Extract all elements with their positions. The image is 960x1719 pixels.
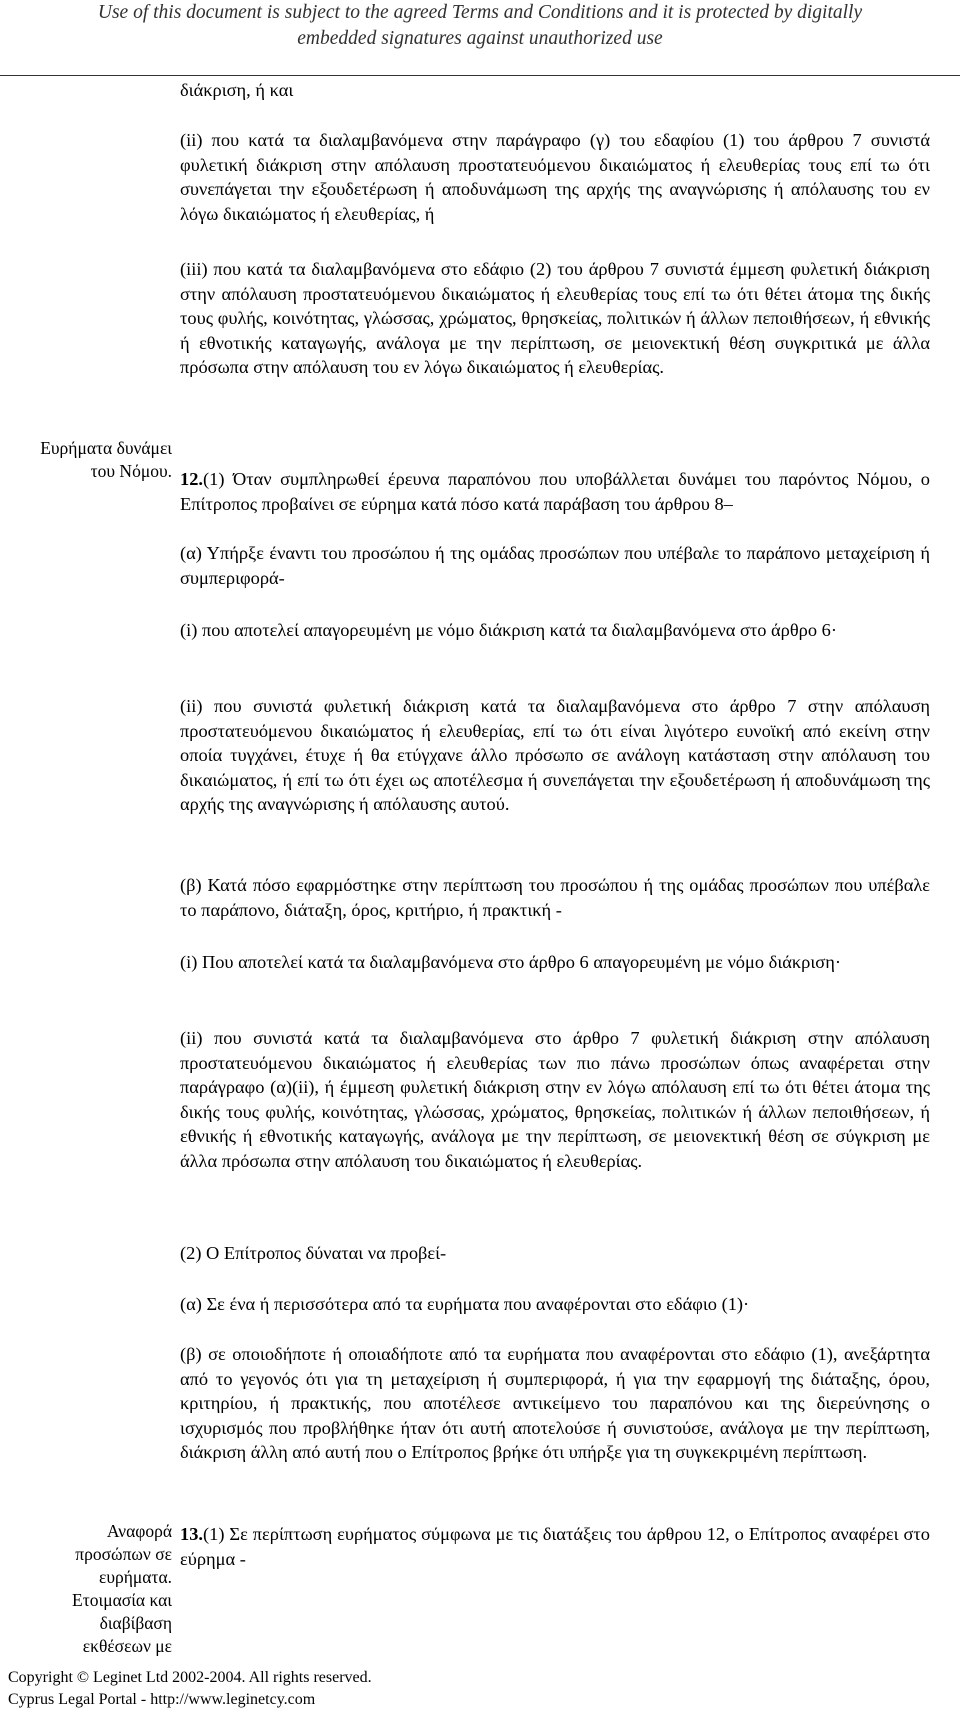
margin-note-line: προσώπων σε xyxy=(75,1544,172,1564)
paragraph-2a: (α) Σε ένα ή περισσότερα από τα ευρήματα που αναφέρονται στο εδάφιο (1)· xyxy=(180,1294,750,1314)
section-12-text: (1) Όταν συμπληρωθεί έρευνα παραπόνου που υποβάλλεται δυνάμει του παρόντος Νόμου, ο Επίτροπος προβαίνει σε εύρημα κατά πόσο κατά παράβαση του άρθρου 8– xyxy=(180,469,930,514)
margin-note-line: διαβίβαση xyxy=(99,1613,172,1633)
margin-note-line: του Νόμου. xyxy=(90,461,172,481)
margin-note-line: ευρήματα. xyxy=(98,1567,172,1587)
paragraph-2b: (β) σε οποιοδήποτε ή οποιαδήποτε από τα ευρήματα που αναφέρονται στο εδάφιο (1), ανεξάρτητα από το γεγονός ότι για τη μεταχείριση ή συμπεριφορά, ή για την εφαρμογή της διάταξης, όρου, κριτηρίου, ή πρακτικής, που αποτέλεσε αντικείμενο του παραπόνου και της διερεύνησης ο ισχυρισμός που προβλήθηκε ήταν ότι αυτή αποτελούσε ή συνιστούσε, ανάλογα με την περίπτωση, διάκριση άλλη από αυτή που ο Επίτροπος βρήκε ότι υπήρξε για τη συγκεκριμένη περίπτωση. xyxy=(180,1344,930,1463)
paragraph-a-i: (i) που αποτελεί απαγορευμένη με νόμο διάκριση κατά τα διαλαμβανόμενα στο άρθρο 6· xyxy=(180,620,837,640)
section-13-paragraph xyxy=(180,1522,930,1571)
paragraph-b-i: (i) Που αποτελεί κατά τα διαλαμβανόμενα στο άρθρο 6 απαγορευμένη με νόμο διάκριση· xyxy=(180,952,841,972)
margin-note-line: Ετοιμασία και xyxy=(72,1590,172,1610)
footer-copyright: Copyright © Leginet Ltd 2002-2004. All rights reserved. xyxy=(8,1669,372,1686)
paragraph-b: (β) Κατά πόσο εφαρμόστηκε στην περίπτωση του προσώπου ή της ομάδας προσώπων που υπέβαλε το παράπονο, διάταξη, όρος, κριτήριο, ή πρακτική - xyxy=(180,875,930,920)
margin-note-line: Ευρήματα δυνάμει xyxy=(40,438,172,458)
paragraph-intro: διάκριση, ή και xyxy=(180,80,294,100)
paragraph-a-ii: (ii) που συνιστά φυλετική διάκριση κατά τα διαλαμβανόμενα στο άρθρο 7 στην απόλαυση προστατευόμενου δικαιώματος ή ελευθερίας, επί τω ότι είναι λιγότερο ευνοϊκή από εκείνη στην οποία τυγχάνει, έτυχε ή θα ετύγχανε άλλο πρόσωπο σε ανάλογη κατάσταση στην απόλαυση του δικαιώματος, ή επί τω ότι έχει ως αποτέλεσμα ή συνεπάγεται την εξουδετέρωση ή αποδυνάμωση της αρχής της αναγνώρισης ή απόλαυσης αυτού. xyxy=(180,696,930,815)
margin-note-section-13 xyxy=(6,1520,172,1658)
margin-note-section-12 xyxy=(6,437,172,483)
footer-portal-link[interactable]: Cyprus Legal Portal - http://www.leginetcy.com xyxy=(8,1690,316,1708)
header-line-1: Use of this document is subject to the agreed Terms and Conditions and it is protected by digitally xyxy=(97,2,863,23)
paragraph-a: (α) Υπήρξε έναντι του προσώπου ή της ομάδας προσώπων που υπέβαλε το παράπονο μεταχείριση ή συμπεριφορά- xyxy=(180,543,930,588)
section-12-paragraph xyxy=(180,467,930,516)
section-number: 13. xyxy=(180,1524,203,1544)
paragraph-2: (2) Ο Επίτροπος δύναται να προβεί- xyxy=(180,1243,447,1263)
section-number: 12. xyxy=(180,469,203,489)
header-line-2: embedded signatures against unauthorized use xyxy=(297,28,663,49)
paragraph-b-ii: (ii) που συνιστά κατά τα διαλαμβανόμενα στο άρθρο 7 φυλετική διάκριση στην απόλαυση προστατευόμενου δικαιώματος ή ελευθερίας των πιο πάνω προσώπων όπως αναφέρεται στην παράγραφο (α)(ii), ή έμμεση φυλετική διάκριση στην εν λόγω απόλαυση επί τω ότι θέτει άτομα της δικής τους φυλής, κοινότητας, γλώσσας, χρώματος, θρησκείας, πολιτικών ή άλλων πεποιθήσεων, ή εθνικής ή εθνοτικής καταγωγής, ανάλογα με την περίπτωση, σε μειονεκτική θέση σε σύγκριση με άλλα πρόσωπα στην απόλαυση του δικαιώματος ή ελευθερίας. xyxy=(180,1028,930,1171)
page-footer xyxy=(8,1667,372,1710)
paragraph-ii: (ii) που κατά τα διαλαμβανόμενα στην παράγραφο (γ) του εδαφίου (1) του άρθρου 7 συνιστά φυλετική διάκριση στην απόλαυση προστατευόμενου δικαιώματος ή ελευθερίας τους επί τω ότι συνεπάγεται την εξουδετέρωση ή αποδυνάμωση της αρχής της αναγνώρισης ή απόλαυσης του εν λόγω δικαιώματος ή ελευθερίας, ή xyxy=(180,130,930,224)
paragraph-iii: (iii) που κατά τα διαλαμβανόμενα στο εδάφιο (2) του άρθρου 7 συνιστά έμμεση φυλετική διάκριση στην απόλαυση προστατευόμενου δικαιώματος ή ελευθερίας τους επί τω ότι θέτει άτομα της δικής τους φυλής, κοινότητας, γλώσσας, χρώματος, θρησκείας, πολιτικών ή άλλων πεποιθήσεων, ή εθνικής ή εθνοτικής καταγωγής, ανάλογα με την περίπτωση, σε μειονεκτική θέση συγκριτικά με άλλα πρόσωπα στην απόλαυση του εν λόγω δικαιώματος ή ελευθερίας. xyxy=(180,259,930,378)
margin-note-line: Αναφορά xyxy=(106,1521,172,1541)
section-13-text: (1) Σε περίπτωση ευρήματος σύμφωνα με τις διατάξεις του άρθρου 12, ο Επίτροπος αναφέρει στο εύρημα - xyxy=(180,1524,930,1569)
margin-note-line: εκθέσεων με xyxy=(82,1636,172,1656)
